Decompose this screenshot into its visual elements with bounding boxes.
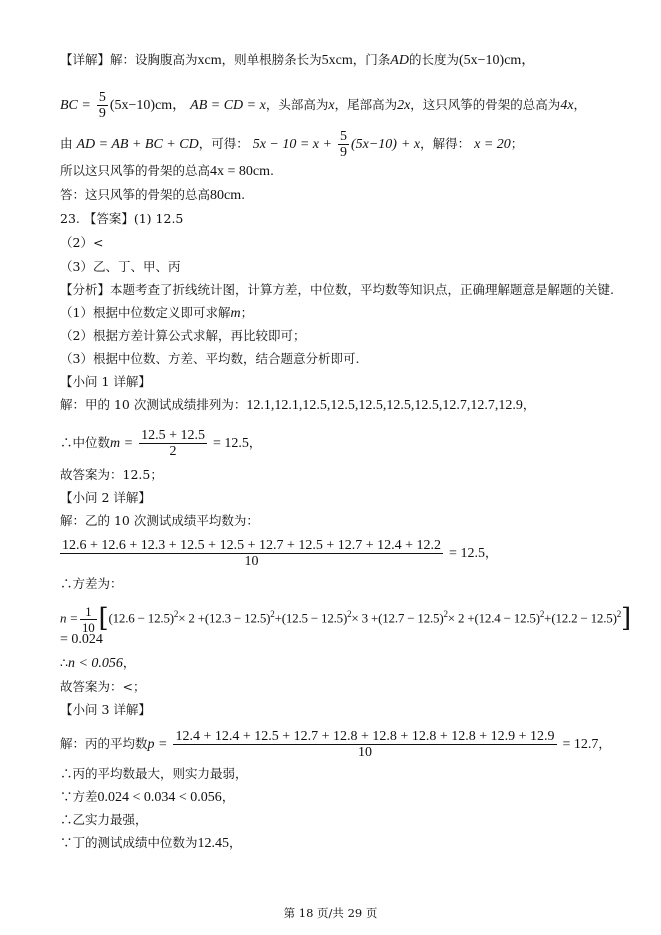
text: （3）乙、丁、甲、丙 xyxy=(60,259,181,274)
text: 【详解】解：设胸腹高为 xyxy=(60,52,198,67)
analysis-3 xyxy=(60,351,359,367)
exponent: 2 xyxy=(616,609,622,620)
math-text: AD = AB + BC + CD xyxy=(76,137,199,152)
math-text: AB = CD = x xyxy=(190,98,266,113)
text: ∴丙的平均数最大，则实力最弱， xyxy=(60,766,248,781)
math-text: 4x = 80cm xyxy=(210,164,271,179)
exponent: 2 xyxy=(347,609,352,620)
math-text: + xyxy=(274,610,282,626)
math-text: + x xyxy=(400,137,421,152)
math-text: 12.1,12.1,12.5,12.5,12.5,12.5,12.5,12.7,12.7,12.9 xyxy=(246,398,523,413)
subquestion-2-heading xyxy=(60,490,151,506)
exponent: 2 xyxy=(539,609,545,620)
text: ，可得： xyxy=(198,136,249,151)
math-text: 4x xyxy=(560,98,574,113)
text: . xyxy=(270,163,274,178)
fraction-numerator: 12.6 + 12.6 + 12.3 + 12.5 + 12.5 + 12.7 + 12.5 + 12.7 + 12.4 + 12.2 xyxy=(62,538,442,553)
text: 【小问 2 详解】 xyxy=(60,490,151,505)
line-15 xyxy=(60,428,261,459)
line-2 xyxy=(60,90,586,121)
math-text: (12.2 − 12.5) xyxy=(551,610,617,626)
math-text: = 12.7 xyxy=(562,737,599,752)
math-text: m = xyxy=(110,436,134,451)
text: 答：这只风筝的骨架的总高 xyxy=(60,187,211,202)
math-text: 0.024 < 0.034 < 0.056 xyxy=(97,790,222,805)
variance-formula xyxy=(60,604,631,635)
text: ， xyxy=(598,736,611,751)
text: （2）根据方差计算公式求解，再比较即可； xyxy=(60,328,306,343)
text: 故答案为：<； xyxy=(60,679,146,694)
text: ； xyxy=(510,136,524,151)
text: 23. 【答案】(1) 12.5 xyxy=(60,211,184,226)
math-text: × 2 + xyxy=(447,610,475,626)
text: ∵丁的测试成绩中位数为 xyxy=(60,835,198,850)
fraction-denominator: 9 xyxy=(98,106,106,121)
right-bracket: ] xyxy=(621,603,631,634)
text: 所以这只风筝的骨架的总高 xyxy=(60,163,211,178)
analysis-1 xyxy=(60,305,253,322)
text: 的长度为 xyxy=(408,52,459,67)
math-text: xcm xyxy=(197,53,222,68)
text: 由 xyxy=(60,136,73,151)
line-1 xyxy=(60,52,535,69)
math-text: 2x xyxy=(397,98,411,113)
math-text: m xyxy=(230,306,241,321)
math-text: 80cm xyxy=(210,188,242,203)
answer-2 xyxy=(60,235,103,251)
math-text: (5x−10) xyxy=(458,53,505,68)
fraction xyxy=(60,538,443,569)
math-text: n < 0.056 xyxy=(67,656,123,671)
subquestion-1-heading xyxy=(60,374,151,390)
math-text: (12.3 − 12.5) xyxy=(204,610,271,626)
fraction-denominator: 10 xyxy=(81,620,95,635)
line-28 xyxy=(60,789,234,806)
text: ， xyxy=(522,397,536,412)
line-23 xyxy=(60,655,135,672)
text: 【小问 3 详解】 xyxy=(60,702,151,717)
exponent: 2 xyxy=(173,609,179,620)
text: 解：甲的 10 次测试成绩排列为： xyxy=(60,397,247,412)
text: ； xyxy=(240,305,254,320)
math-text: AD xyxy=(390,53,409,68)
fraction xyxy=(80,604,97,635)
text: ，这只风筝的骨架的总高为 xyxy=(410,97,561,112)
math-text: (5x−10) xyxy=(350,137,397,152)
analysis-2 xyxy=(60,328,305,344)
text: 【分析】本题考查了折线统计图，计算方差，中位数，平均数等知识点，正确理解题意是解题的关键. xyxy=(60,282,614,297)
text: 故答案为：12.5； xyxy=(60,467,163,482)
text: ∴ xyxy=(60,655,68,670)
text: . xyxy=(241,187,246,202)
text: ，门条 xyxy=(352,52,391,67)
text: ，则单根膀条长为 xyxy=(221,52,322,67)
text: （1）根据中位数定义即可求解 xyxy=(60,305,231,320)
line-30 xyxy=(60,835,242,852)
math-text: 12.45 xyxy=(197,836,230,851)
line-14 xyxy=(60,397,535,414)
math-text: 5xcm xyxy=(321,53,353,68)
text: ， xyxy=(221,789,235,804)
line-3 xyxy=(60,129,523,160)
text: （3）根据中位数、方差、平均数，结合题意分析即可. xyxy=(60,351,360,366)
answer-3 xyxy=(60,259,180,275)
exponent: 2 xyxy=(443,609,448,620)
text: ， xyxy=(248,435,262,450)
subquestion-3-heading xyxy=(60,702,151,718)
text: ， xyxy=(484,545,498,560)
math-text: cm， xyxy=(504,53,536,68)
text: 【小问 1 详解】 xyxy=(60,374,151,389)
math-text: = 12.5 xyxy=(212,436,249,451)
left-bracket: [ xyxy=(98,603,109,634)
text: ∴中位数 xyxy=(60,435,111,450)
fraction-denominator: 10 xyxy=(244,554,259,569)
math-text: (12.5 − 12.5) xyxy=(281,610,348,626)
text: ∴方差为： xyxy=(60,576,123,591)
fraction-denominator: 10 xyxy=(357,745,372,760)
text: ∴乙实力最强， xyxy=(60,812,148,827)
fraction xyxy=(139,428,207,459)
math-text: = 0.024 xyxy=(60,632,103,647)
fraction-numerator: 5 xyxy=(339,129,347,144)
line-26 xyxy=(60,729,611,760)
fraction-denominator: 9 xyxy=(339,145,347,160)
line-24 xyxy=(60,679,145,695)
line-18 xyxy=(60,513,259,529)
text: ∵方差 xyxy=(60,789,98,804)
math-text: p = xyxy=(147,737,168,752)
math-text: 5x − 10 = x + xyxy=(252,137,332,152)
fraction xyxy=(173,729,556,760)
math-text: x xyxy=(328,98,335,113)
text: ，头部高为 xyxy=(265,97,329,112)
line-29 xyxy=(60,812,148,828)
line-20 xyxy=(60,576,123,592)
math-text: (12.7 − 12.5) xyxy=(378,610,444,626)
line-4 xyxy=(60,163,274,180)
fraction-numerator: 1 xyxy=(80,604,97,620)
text: ， xyxy=(122,655,136,670)
line-16 xyxy=(60,467,163,483)
line-22 xyxy=(60,632,103,648)
text: ， xyxy=(229,835,242,850)
text: ，解得： xyxy=(420,136,471,151)
page-footer: 第 18 页/共 29 页 xyxy=(283,906,378,920)
math-text: = 12.5 xyxy=(449,546,485,561)
text: 解：丙的平均数 xyxy=(60,736,148,751)
math-text: (5x−10) xyxy=(109,98,156,113)
exponent: 2 xyxy=(270,609,275,620)
answer-heading xyxy=(60,211,183,227)
line-19 xyxy=(60,538,497,569)
math-text: × 2 + xyxy=(178,610,205,626)
line-5 xyxy=(60,187,245,204)
math-text: (12.6 − 12.5) xyxy=(108,610,174,626)
text: （2）< xyxy=(60,235,104,250)
math-text: × 3 + xyxy=(351,610,379,626)
math-text: x = 20 xyxy=(474,137,511,152)
text: ，尾部高为 xyxy=(334,97,398,112)
math-text: + xyxy=(544,610,552,626)
text: ， xyxy=(573,97,587,112)
math-text: (12.4 − 12.5) xyxy=(474,610,540,626)
fraction-numerator: 12.5 + 12.5 xyxy=(141,428,205,443)
fraction xyxy=(97,90,108,121)
fraction-numerator: 5 xyxy=(98,90,106,105)
analysis xyxy=(60,282,614,298)
fraction-denominator: 2 xyxy=(169,444,177,459)
fraction-numerator: 12.4 + 12.4 + 12.5 + 12.7 + 12.8 + 12.8 + 12.8 + 12.8 + 12.9 + 12.9 xyxy=(175,729,555,744)
fraction xyxy=(338,129,349,160)
math-text: cm， xyxy=(155,98,187,113)
math-text: BC = xyxy=(60,98,91,113)
line-27 xyxy=(60,766,248,782)
math-text: n = xyxy=(60,610,78,626)
text: 解：乙的 10 次测试成绩平均数为： xyxy=(60,513,259,528)
